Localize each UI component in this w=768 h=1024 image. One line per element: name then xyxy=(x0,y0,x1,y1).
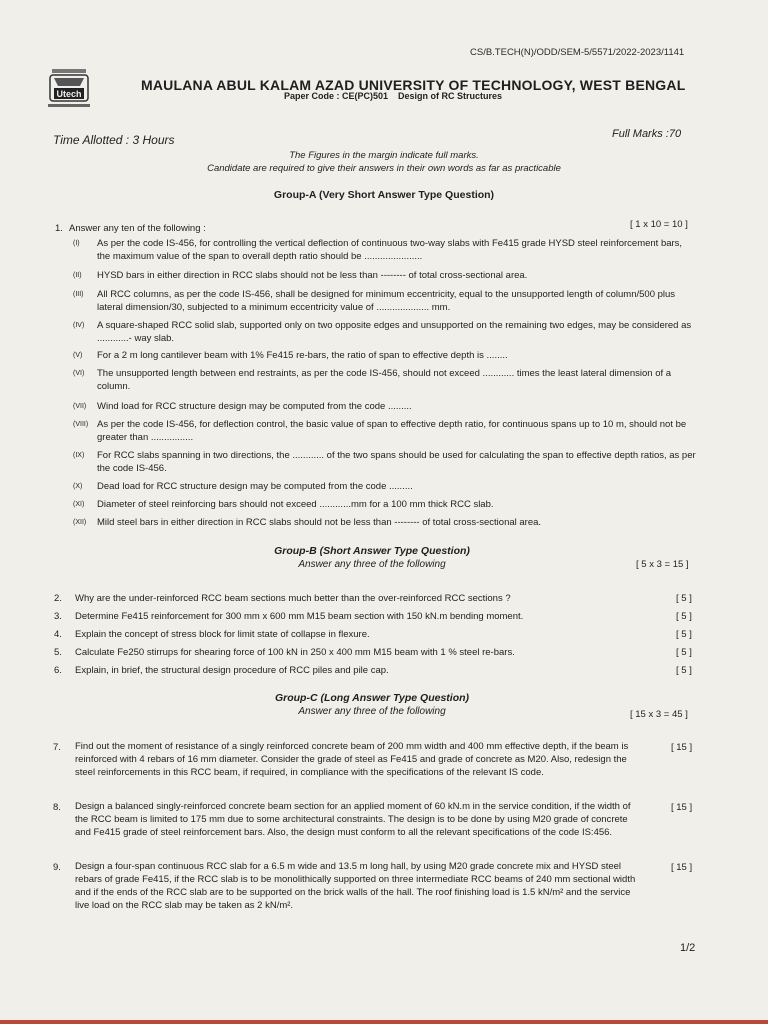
list-item: HYSD bars in either direction in RCC slabs should not be less than -------- of total cross-sectional area. xyxy=(97,270,528,281)
item-number: (II) xyxy=(73,272,82,279)
paper-title: Design of RC Structures xyxy=(398,91,503,101)
item-number: (VII) xyxy=(73,403,87,410)
question-text: Answer any ten of the following : xyxy=(69,223,206,234)
group-c-heading: Group-C (Long Answer Type Question) xyxy=(274,692,470,704)
question-number: 6. xyxy=(54,665,62,676)
university-name: MAULANA ABUL KALAM AZAD UNIVERSITY OF TECHNOLOGY, WEST BENGAL xyxy=(141,77,686,93)
question-text: Calculate Fe250 stirrups for shearing force of 100 kN in 250 x 400 mm M15 beam with 1 % steel re-bars. xyxy=(75,647,515,658)
list-item: Mild steel bars in either direction in RCC slabs should not be less than -------- of total cross-sectional area. xyxy=(97,517,542,528)
question-text: Design a balanced singly-reinforced concrete beam section for an applied moment of 60 kN.m in the service condition, if the width of the RCC beam is limited to 175 mm due to some architectural constraints. The design is to be done by using M20 grade of concrete and Fe415 grade of steel reinforcement bars. Also, the design must conform to all the relevant specifications of the code IS:456. xyxy=(75,801,631,838)
list-item: A square-shaped RCC solid slab, supported only on two opposite edges and unsupported on the remaining two edges, may be considered as ............- way slab. xyxy=(97,320,692,344)
list-item: For RCC slabs spanning in two directions, the ............ of the two spans should be used for calculating the span to effective depth ratios, as per the code IS-456. xyxy=(97,450,696,474)
group-b-instruction: Answer any three of the following xyxy=(298,559,446,570)
question-marks: [ 5 ] xyxy=(676,665,692,676)
question-text: Determine Fe415 reinforcement for 300 mm x 600 mm M15 beam section with 150 kN.m bending moment. xyxy=(75,611,524,622)
item-number: (IX) xyxy=(73,452,85,459)
question-number: 5. xyxy=(54,647,62,658)
question-number: 8. xyxy=(53,802,61,813)
list-item: For a 2 m long cantilever beam with 1% Fe415 re-bars, the ratio of span to effective depth is ........ xyxy=(97,350,508,361)
question-number: 4. xyxy=(54,629,62,640)
question-marks: [ 5 ] xyxy=(676,593,692,604)
item-number: (XI) xyxy=(73,501,85,508)
item-number: (VIII) xyxy=(73,421,89,428)
question-marks: [ 5 ] xyxy=(676,647,692,658)
exam-code: CS/B.TECH(N)/ODD/SEM-5/5571/2022-2023/1141 xyxy=(470,47,685,58)
group-a-heading: Group-A (Very Short Answer Type Question) xyxy=(273,189,495,201)
group-c-marks: [ 15 x 3 = 45 ] xyxy=(630,709,688,720)
list-item: Dead load for RCC structure design may be computed from the code ......... xyxy=(97,481,413,492)
list-item: As per the code IS-456, for deflection control, the basic value of span to effective depth ratio, for continuous spans up to 10 m, should not be greater than ................ xyxy=(97,419,687,443)
page-edge xyxy=(0,1020,768,1024)
item-number: (I) xyxy=(73,240,80,247)
question-text: Explain, in brief, the structural design procedure of RCC piles and pile cap. xyxy=(75,665,389,676)
group-b-heading: Group-B (Short Answer Type Question) xyxy=(274,545,470,557)
logo-text: Utech xyxy=(56,89,82,99)
question-marks: [ 15 ] xyxy=(671,862,693,873)
list-item: As per the code IS-456, for controlling the vertical deflection of continuous two-way slabs with Fe415 grade HYSD steel reinforcement bars, the maximum value of the span to overall depth ratio should be ...................... xyxy=(97,238,683,262)
question-marks: [ 15 ] xyxy=(671,802,693,813)
question-number: 2. xyxy=(54,593,62,604)
instruction-marks: The Figures in the margin indicate full marks. xyxy=(289,150,479,161)
paper-code: Paper Code : CE(PC)501 xyxy=(284,91,389,101)
item-number: (XII) xyxy=(73,519,87,526)
question-marks: [ 5 ] xyxy=(676,629,692,640)
question-number: 9. xyxy=(53,862,61,873)
question-text: Explain the concept of stress block for limit state of collapse in flexure. xyxy=(75,629,370,640)
page-number: 1/2 xyxy=(680,942,696,954)
question-number: 7. xyxy=(53,742,61,753)
question-text: Design a four-span continuous RCC slab for a 6.5 m wide and 13.5 m long hall, by using M20 grade concrete mix and HYSD steel rebars of grade Fe415, if the RCC slab is to be monolithically supported on three intermediate RCC beams of 240 mm sectional width and if the ends of the RCC slab are to be supported on the brick walls of the hall. The roof finishing load is 1.5 kN/m² and the service live load on the RCC slab may be taken as 2 kN/m². xyxy=(75,861,636,911)
question-text: Why are the under-reinforced RCC beam sections much better than the over-reinforced RCC sections ? xyxy=(75,593,511,604)
list-item: Diameter of steel reinforcing bars should not exceed ............mm for a 100 mm thick RCC slab. xyxy=(97,499,494,510)
university-logo xyxy=(40,66,100,116)
list-item: The unsupported length between end restraints, as per the code IS-456, should not exceed ............ times the least lateral dimension of a column. xyxy=(97,368,672,392)
group-a-marks: [ 1 x 10 = 10 ] xyxy=(630,219,688,230)
question-marks: [ 5 ] xyxy=(676,611,692,622)
item-number: (X) xyxy=(73,483,83,490)
item-number: (III) xyxy=(73,291,84,298)
item-number: (V) xyxy=(73,352,83,359)
time-allotted: Time Allotted : 3 Hours xyxy=(53,133,175,147)
list-item: All RCC columns, as per the code IS-456, shall be designed for minimum eccentricity, equal to the unsupported length of column/500 plus lateral dimension/30, subjected to a minimum eccentricity value of .................... mm. xyxy=(97,289,676,313)
item-number: (IV) xyxy=(73,322,85,329)
full-marks: Full Marks :70 xyxy=(612,128,682,140)
group-b-marks: [ 5 x 3 = 15 ] xyxy=(636,559,689,570)
instruction-own-words: Candidate are required to give their answers in their own words as far as practicable xyxy=(207,163,561,174)
question-text: Find out the moment of resistance of a singly reinforced concrete beam of 200 mm width and 400 mm effective depth, if the beam is reinforced with 4 rebars of 16 mm diameter. Consider the grade of steel as Fe415 and grade of concrete as M20. Also, redesign the steel reinforcements in this RCC beam, if required, in compliance with the specifications of the relevant IS code. xyxy=(75,741,629,778)
paper-code-line xyxy=(284,91,502,101)
question-number: 1. xyxy=(55,223,63,234)
group-c-instruction: Answer any three of the following xyxy=(298,706,446,717)
question-number: 3. xyxy=(54,611,62,622)
question-marks: [ 15 ] xyxy=(671,742,693,753)
item-number: (VI) xyxy=(73,370,85,377)
list-item: Wind load for RCC structure design may be computed from the code ......... xyxy=(97,401,412,412)
